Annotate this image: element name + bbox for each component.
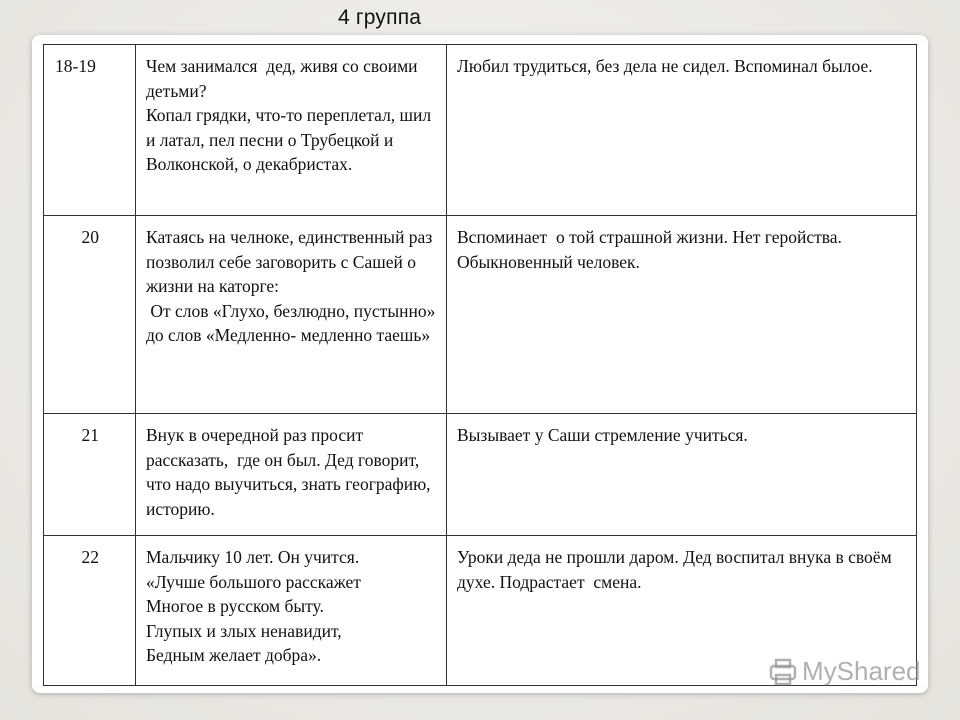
row-number: 22 <box>44 536 136 686</box>
row-answer: Любил трудиться, без дела не сидел. Вспоминал былое. <box>447 45 917 216</box>
table-row <box>44 414 917 536</box>
row-question: Мальчику 10 лет. Он учится. «Лучше большого расскажет Многое в русском быту. Глупых и злых ненавидит, Бедным желает добра». <box>136 536 447 686</box>
row-number: 20 <box>44 216 136 414</box>
watermark-text: MyShared <box>802 656 921 686</box>
table-row <box>44 216 917 414</box>
row-answer: Вызывает у Саши стремление учиться. <box>447 414 917 536</box>
slide-title: 4 группа <box>338 6 422 29</box>
row-question: Внук в очередной раз просит рассказать, где он был. Дед говорит, что надо выучиться, знать географию, историю. <box>136 414 447 536</box>
printer-icon <box>768 657 798 687</box>
watermark <box>768 656 921 687</box>
row-answer: Уроки деда не прошли даром. Дед воспитал внука в своём духе. Подрастает смена. <box>447 536 917 686</box>
row-answer: Вспоминает о той страшной жизни. Нет геройства. Обыкновенный человек. <box>447 216 917 414</box>
table-row <box>44 45 917 216</box>
row-number: 21 <box>44 414 136 536</box>
lesson-table <box>43 44 917 686</box>
row-number: 18-19 <box>44 45 136 216</box>
row-question: Чем занимался дед, живя со своими детьми? Копал грядки, что-то переплетал, шил и латал, пел песни о Трубецкой и Волконской, о декабристах. <box>136 45 447 216</box>
row-question: Катаясь на челноке, единственный раз позволил себе заговорить с Сашей о жизни на каторге: От слов «Глухо, безлюдно, пустынно» до слов «Медленно- медленно таешь» <box>136 216 447 414</box>
